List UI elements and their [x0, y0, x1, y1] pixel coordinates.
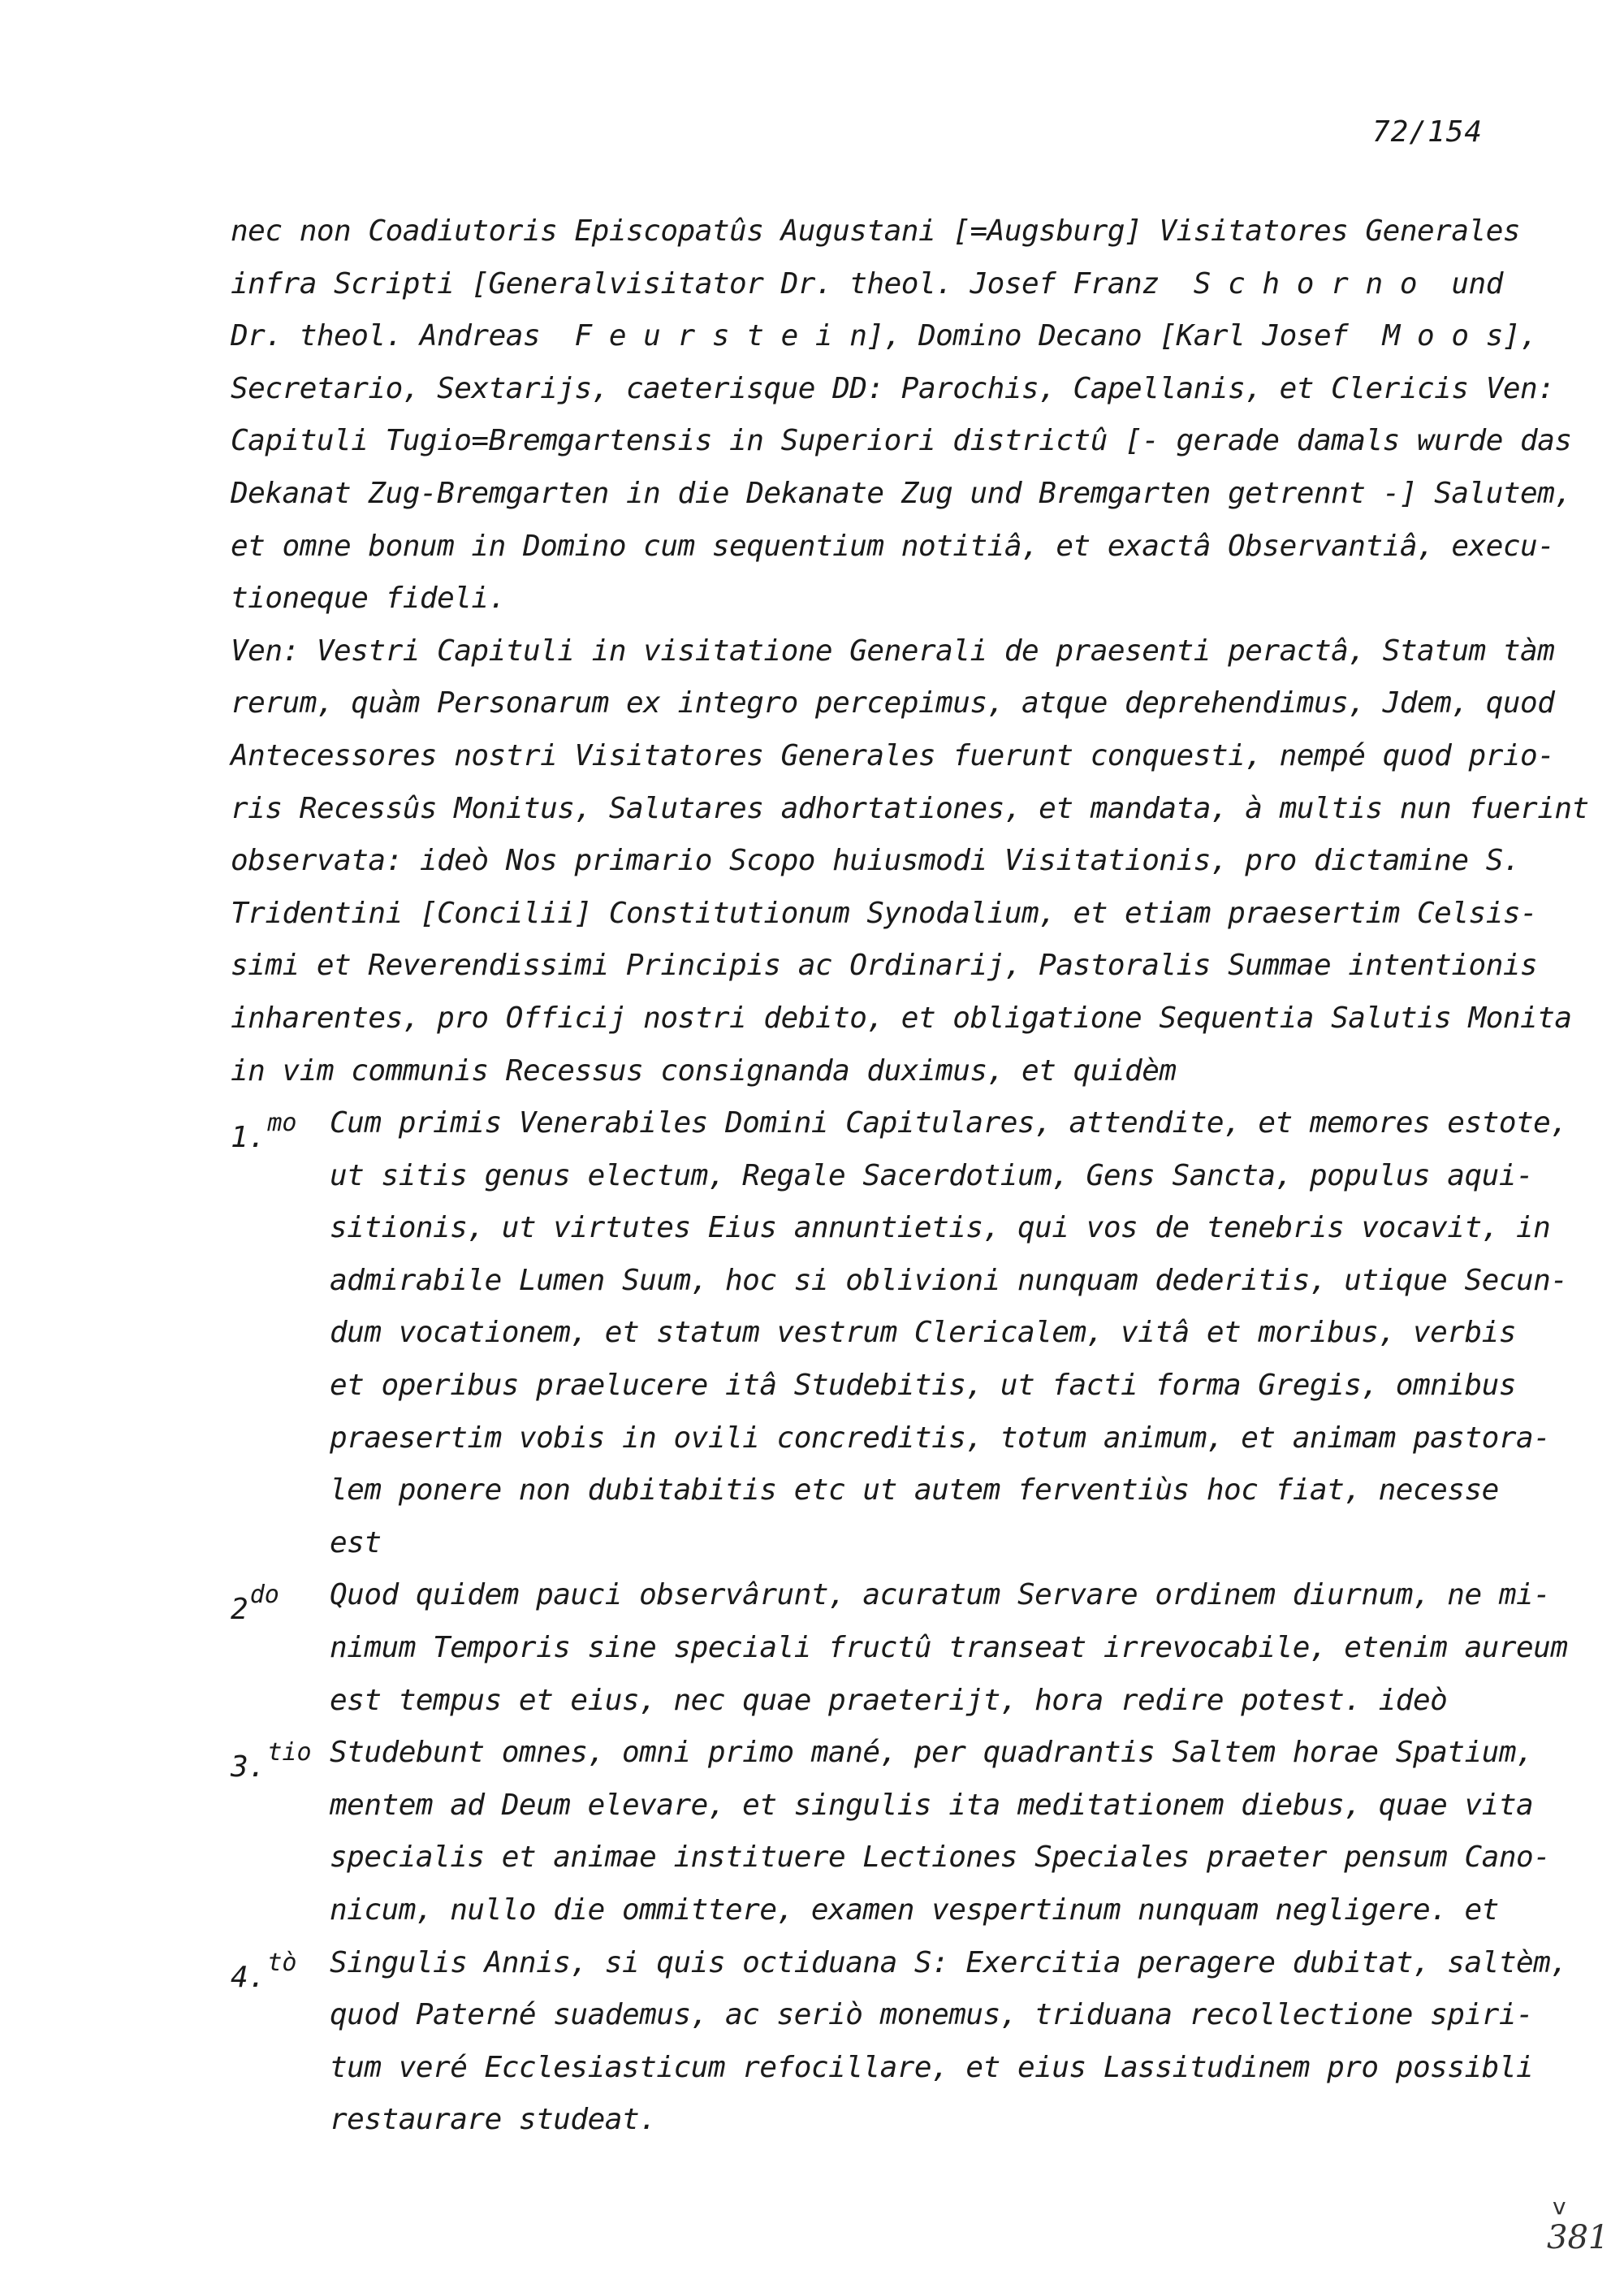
text-line: quod Paterné suademus, ac seriò monemus, triduana recollectione spiri- — [330, 1998, 1534, 2032]
handwritten-folio-number: 381 — [1547, 2219, 1609, 2256]
document-body — [231, 205, 1589, 2147]
text-line: lem ponere non dubitabitis etc ut autem ferventiùs hoc fiat, necesse — [330, 1473, 1499, 1508]
text-line: Quod quidem pauci observârunt, acuratum Servare ordinem diurnum, ne mi- — [330, 1578, 1551, 1612]
text-line: et omne bonum in Domino cum sequentium notitiâ, et exactâ Observantiâ, execu- — [231, 529, 1555, 563]
text-line: et operibus praelucere itâ Studebitis, ut facti forma Gregis, omnibus — [330, 1369, 1516, 1403]
item-ordinal-suffix: mo — [267, 1109, 297, 1138]
text-line: mentem ad Deum elevare, et singulis ita meditationem diebus, quae vita — [330, 1788, 1534, 1822]
numbered-item-1 — [231, 1097, 1568, 1569]
numbered-item-2 — [231, 1569, 1568, 1727]
handwritten-tick-mark: v — [1553, 2193, 1566, 2220]
text-line: nimum Temporis sine speciali fructû transeat irrevocabile, etenim aureum — [330, 1631, 1568, 1665]
item-ordinal-suffix: do — [249, 1581, 279, 1610]
item-ordinal-suffix: tò — [267, 1948, 297, 1977]
item-number: 4.$^{tò}$ — [231, 1948, 297, 1994]
text-line: specialis et animae instituere Lectiones Speciales praeter pensum Cano- — [330, 1841, 1551, 1875]
text-line: Dr. theol. Andreas F e u r s t e i n], Domino Decano [Karl Josef M o o s], — [231, 319, 1538, 353]
item-number: 3.$^{tio}$ — [231, 1738, 312, 1784]
page-number: 72/154 — [1372, 115, 1484, 149]
text-line: est — [330, 1525, 382, 1559]
text-line: restaurare studeat. — [330, 2103, 657, 2137]
text-line: tioneque fideli. — [231, 582, 506, 616]
item-number: $2^{do}$ — [231, 1581, 279, 1627]
text-line: sitionis, ut virtutes Eius annuntietis, qui vos de tenebris vocavit, in — [330, 1211, 1551, 1245]
numbered-item-4 — [231, 1937, 1568, 2147]
item-number: 1.$^{mo}$ — [231, 1109, 297, 1155]
text-line: Singulis Annis, si quis octiduana S: Exercitia peragere dubitat, saltèm, — [330, 1945, 1568, 1979]
text-line: inharentes, pro Officij nostri debito, et obligatione Sequentia Salutis Monita — [231, 1001, 1572, 1035]
text-line: nicum, nullo die ommittere, examen vespertinum nunquam negligere. et — [330, 1893, 1499, 1927]
text-line: Antecessores nostri Visitatores Generales fuerunt conquesti, nempé quod prio- — [231, 738, 1555, 772]
text-line: Studebunt omnes, omni primo mané, per quadrantis Saltem horae Spatium, — [330, 1736, 1534, 1770]
text-line: nec non Coadiutoris Episcopatûs Augustani [=Augsburg] Visitatores Generales — [231, 214, 1521, 248]
text-line: tum veré Ecclesiasticum refocillare, et eius Lassitudinem pro possibli — [330, 2050, 1534, 2084]
text-line: Dekanat Zug-Bremgarten in die Dekanate Zug und Bremgarten getrennt -] Salutem, — [231, 476, 1572, 510]
text-line: dum vocationem, et statum vestrum Clericalem, vitâ et moribus, verbis — [330, 1316, 1516, 1350]
text-line: Tridentini [Concilii] Constitutionum Synodalium, et etiam praesertim Celsis- — [231, 896, 1538, 930]
intro-paragraph — [231, 205, 1589, 1097]
text-line: Secretario, Sextarijs, caeterisque DD: Parochis, Capellanis, et Clericis Ven: — [231, 371, 1555, 405]
text-line: rerum, quàm Personarum ex integro percepimus, atque deprehendimus, Jdem, quod — [231, 686, 1555, 720]
text-line: Cum primis Venerabiles Domini Capitulares, attendite, et memores estote, — [330, 1106, 1568, 1140]
text-line: Ven: Vestri Capituli in visitatione Generali de praesenti peractâ, Statum tàm — [231, 634, 1555, 668]
text-line: observata: ideò Nos primario Scopo huiusmodi Visitationis, pro dictamine S. — [231, 844, 1521, 878]
text-line: ut sitis genus electum, Regale Sacerdotium, Gens Sancta, populus aqui- — [330, 1158, 1534, 1192]
text-line: ris Recessûs Monitus, Salutares adhortationes, et mandata, à multis nun fuerint — [231, 791, 1589, 825]
text-line: simi et Reverendissimi Principis ac Ordinarij, Pastoralis Summae intentionis — [231, 949, 1538, 983]
text-line: admirabile Lumen Suum, hoc si oblivioni nunquam dederitis, utique Secun- — [330, 1263, 1568, 1297]
item-ordinal-suffix: tio — [267, 1738, 312, 1767]
text-line: in vim communis Recessus consignanda duximus, et quidèm — [231, 1053, 1177, 1088]
text-line: est tempus et eius, nec quae praeterijt, hora redire potest. ideò — [330, 1683, 1448, 1717]
text-line: praesertim vobis in ovili concreditis, totum animum, et animam pastora- — [330, 1421, 1551, 1455]
text-line: infra Scripti [Generalvisitator Dr. theol. Josef Franz S c h o r n o und — [231, 266, 1503, 301]
text-line: Capituli Tugio=Bremgartensis in Superiori districtû [- gerade damals wurde das — [231, 424, 1572, 458]
numbered-item-3 — [231, 1727, 1551, 1936]
